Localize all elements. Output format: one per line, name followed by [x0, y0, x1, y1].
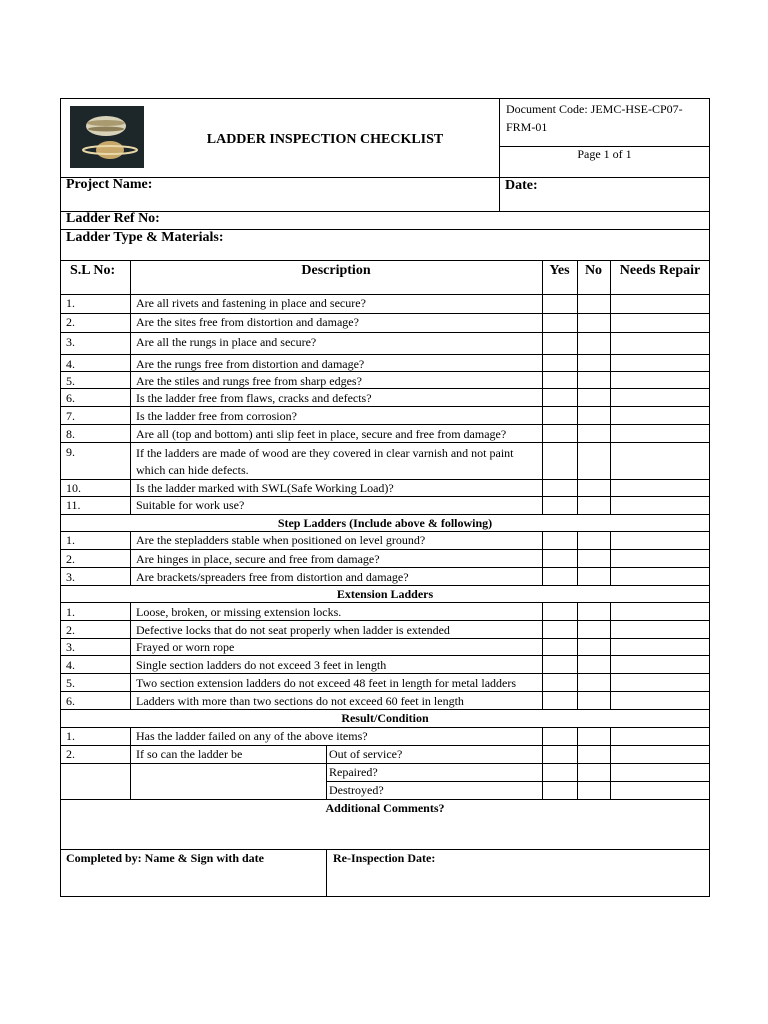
grid-line	[60, 745, 710, 746]
row-text: Are all (top and bottom) anti slip feet in place, secure and free from damage?	[136, 427, 507, 441]
grid-line	[60, 442, 710, 443]
row-text: Defective locks that do not seat properly when ladder is extended	[136, 623, 450, 637]
col-yes: Yes	[549, 263, 570, 278]
grid-line	[60, 371, 710, 372]
grid-line	[60, 638, 710, 639]
grid-line	[60, 294, 710, 295]
row-text: Is the ladder marked with SWL(Safe Working Load)?	[136, 481, 394, 495]
grid-line	[60, 531, 710, 532]
row-text: Loose, broken, or missing extension locks.	[136, 605, 342, 619]
grid-line	[60, 313, 710, 314]
grid-line	[60, 567, 710, 568]
grid-line	[577, 531, 578, 585]
step-ladders-heading: Step Ladders (Include above & following)	[277, 516, 493, 530]
grid-line	[326, 849, 327, 897]
grid-line	[130, 531, 131, 585]
row-num: 10.	[66, 481, 81, 495]
row-text: Are brackets/spreaders free from distortion and damage?	[136, 570, 409, 584]
grid-line	[610, 727, 611, 799]
additional-comments-heading: Additional Comments?	[325, 801, 445, 815]
grid-line	[542, 531, 543, 585]
grid-line	[542, 602, 543, 709]
row-num: 2.	[66, 552, 75, 566]
row-num: 1.	[66, 605, 75, 619]
grid-line	[60, 673, 710, 674]
row-num: 5.	[66, 374, 75, 388]
option-destroyed: Destroyed?	[329, 783, 384, 797]
row-text: Single section ladders do not exceed 3 feet in length	[136, 658, 387, 672]
grid-line	[60, 479, 710, 480]
row-num: 5.	[66, 676, 75, 690]
document-code: Document Code: JEMC-HSE-CP07- FRM-01	[506, 102, 683, 134]
col-sl-no: S.L No:	[70, 263, 116, 278]
row-num: 11.	[66, 498, 81, 512]
form-title: LADDER INSPECTION CHECKLIST	[206, 132, 444, 147]
grid-line	[577, 727, 578, 799]
row-text: Ladders with more than two sections do not exceed 60 feet in length	[136, 694, 464, 708]
grid-line	[60, 585, 710, 586]
row-num: 2.	[66, 315, 75, 329]
planets-logo-icon	[70, 106, 144, 168]
page-number: Page 1 of 1	[577, 147, 632, 161]
grid-line	[60, 709, 710, 710]
grid-line	[60, 496, 710, 497]
row-num: 6.	[66, 391, 75, 405]
row-num: 3.	[66, 640, 75, 654]
grid-line	[60, 849, 710, 850]
row-text: If so can the ladder be	[136, 747, 243, 761]
grid-line	[60, 763, 710, 764]
grid-line	[130, 727, 131, 799]
grid-line	[60, 388, 710, 389]
ladder-type-bottom	[60, 260, 710, 261]
row-text: Are the stepladders stable when positioned on level ground?	[136, 533, 426, 547]
row-text: Is the ladder free from flaws, cracks and defects?	[136, 391, 372, 405]
col-no: No	[584, 263, 603, 278]
row-num: 1.	[66, 729, 75, 743]
row-text: Are the sites free from distortion and damage?	[136, 315, 359, 329]
grid-line	[577, 260, 578, 514]
grid-line	[60, 354, 710, 355]
row-text: Are the rungs free from distortion and damage?	[136, 357, 365, 371]
row-text: Are all rivets and fastening in place and secure?	[136, 296, 366, 310]
row-text: If the ladders are made of wood are they covered in clear varnish and not paint which can hide defects.	[136, 446, 514, 477]
row-text: Two section extension ladders do not exceed 48 feet in length for metal ladders	[136, 676, 517, 690]
grid-line	[60, 602, 710, 603]
row-num: 7.	[66, 409, 75, 423]
row-text: Are hinges in place, secure and free from damage?	[136, 552, 380, 566]
option-repaired: Repaired?	[329, 765, 378, 779]
grid-line	[542, 727, 543, 799]
row-num: 4.	[66, 357, 75, 371]
row-text: Are all the rungs in place and secure?	[136, 335, 317, 349]
result-condition-heading: Result/Condition	[341, 711, 429, 725]
completed-by-label: Completed by: Name & Sign with date	[66, 851, 264, 865]
grid-line	[60, 406, 710, 407]
grid-line	[60, 620, 710, 621]
grid-line	[577, 602, 578, 709]
grid-line	[130, 260, 131, 514]
row-num: 1.	[66, 533, 75, 547]
row-num: 4.	[66, 658, 75, 672]
ladder-checklist-form	[60, 98, 710, 897]
ladder-type-label: Ladder Type & Materials:	[66, 230, 224, 245]
option-out-of-service: Out of service?	[329, 747, 403, 761]
row-num: 3.	[66, 570, 75, 584]
row-num: 8.	[66, 427, 75, 441]
col-description: Description	[301, 263, 371, 278]
grid-line	[60, 514, 710, 515]
row-text: Frayed or worn rope	[136, 640, 235, 654]
row-num: 1.	[66, 296, 75, 310]
grid-line	[130, 602, 131, 709]
grid-line	[326, 781, 710, 782]
row-text: Has the ladder failed on any of the above items?	[136, 729, 368, 743]
row-num: 9.	[66, 445, 75, 459]
grid-line	[610, 531, 611, 585]
row-num: 2.	[66, 623, 75, 637]
header-bottom-line	[60, 177, 710, 178]
grid-line	[542, 260, 543, 514]
grid-line	[60, 727, 710, 728]
row-text: Is the ladder free from corrosion?	[136, 409, 297, 423]
row-num: 2.	[66, 747, 75, 761]
grid-line	[60, 332, 710, 333]
date-label: Date:	[505, 178, 538, 193]
grid-line	[60, 655, 710, 656]
grid-line	[610, 260, 611, 514]
grid-line	[60, 424, 710, 425]
row-text: Suitable for work use?	[136, 498, 245, 512]
extension-ladders-heading: Extension Ladders	[336, 587, 434, 601]
grid-line	[60, 799, 710, 800]
grid-line	[60, 549, 710, 550]
row-num: 6.	[66, 694, 75, 708]
ladder-ref-label: Ladder Ref No:	[66, 211, 160, 226]
row-text: Are the stiles and rungs free from sharp edges?	[136, 374, 362, 388]
grid-line	[60, 691, 710, 692]
grid-line	[326, 745, 327, 799]
row-num: 3.	[66, 335, 75, 349]
col-needs-repair: Needs Repair	[619, 263, 701, 278]
project-name-label: Project Name:	[66, 177, 153, 192]
reinspection-date-label: Re-Inspection Date:	[333, 851, 436, 865]
grid-line	[610, 602, 611, 709]
